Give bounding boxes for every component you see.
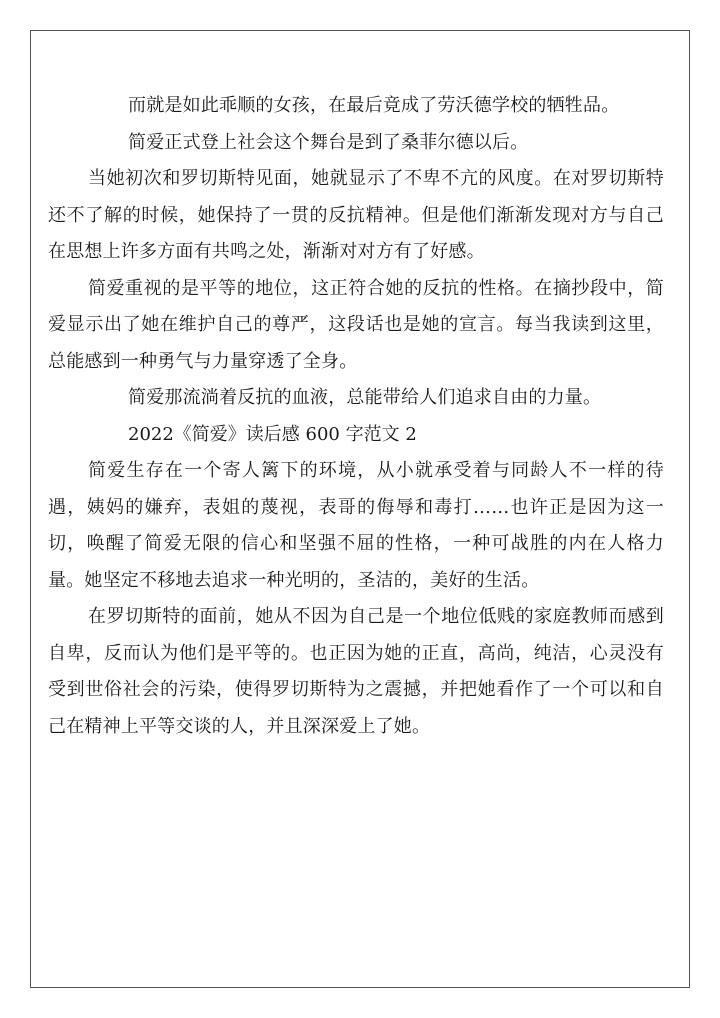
paragraph-7: 在罗切斯特的面前，她从不因为自己是一个地位低贱的家庭教师而感到自卑，反而认为他们是平等的。也正因为她的正直，高尚，纯洁，心灵没有受到世俗社会的污染，使得罗切斯特为之震撼，并把她看作了一个可以和自己在精神上平等交谈的人，并且深深爱上了她。: [48, 606, 664, 737]
section-title: 2022《简爱》读后感 600 字范文 2: [128, 423, 417, 445]
document-body: [48, 88, 664, 745]
paragraph-4: 简爱重视的是平等的地位，这正符合她的反抗的性格。在摘抄段中，简爱显示出了她在维护自己的尊严，这段话也是她的宣言。每当我读到这里，总能感到一种勇气与力量穿透了全身。: [48, 277, 664, 372]
paragraph-1: 而就是如此乖顺的女孩，在最后竟成了劳沃德学校的牺牲品。: [128, 95, 620, 116]
paragraph-5: 简爱那流淌着反抗的血液，总能带给人们追求自由的力量。: [128, 387, 602, 408]
paragraph-2: 简爱正式登上社会这个舞台是到了桑菲尔德以后。: [128, 131, 529, 153]
paragraph-3: 当她初次和罗切斯特见面，她就显示了不卑不亢的风度。在对罗切斯特还不了解的时候，她保持了一贯的反抗精神。但是他们渐渐发现对方与自己在思想上许多方面有共鸣之处，渐渐对对方有了好感。: [48, 168, 664, 262]
paragraph-6: 简爱生存在一个寄人篱下的环境，从小就承受着与同龄人不一样的待遇，姨妈的嫌弃，表姐的蔑视，表哥的侮辱和毒打……也许正是因为这一切，唤醒了简爱无限的信心和坚强不屈的性格，一种可战胜的内在人格力量。她坚定不移地去追求一种光明的，圣洁的，美好的生活。: [48, 460, 664, 591]
